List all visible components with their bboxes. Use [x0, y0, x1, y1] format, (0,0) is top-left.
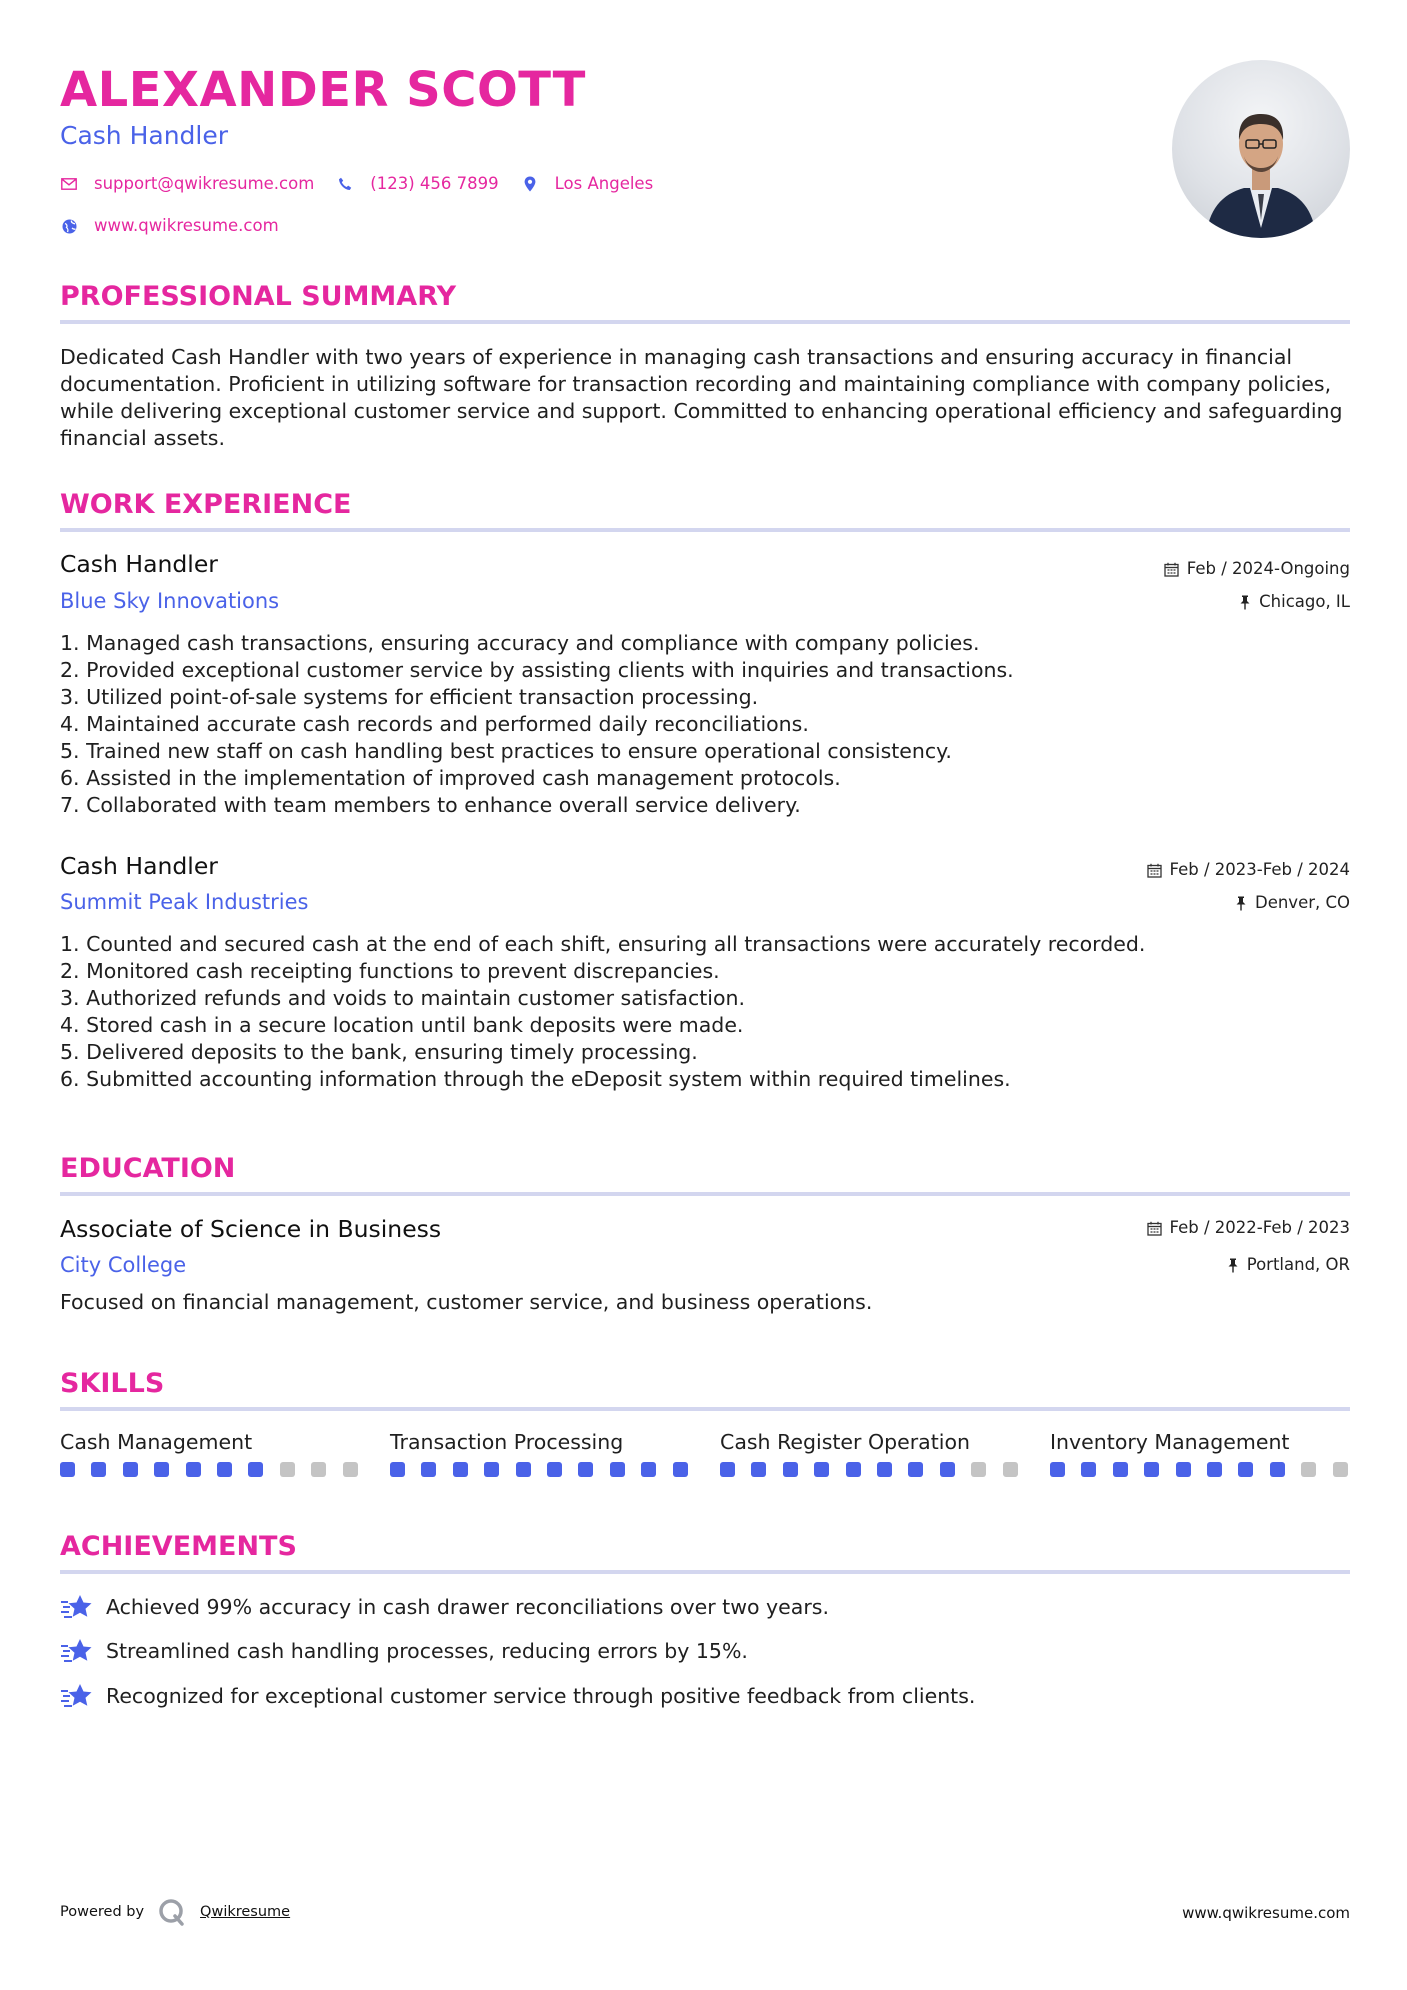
summary-heading: PROFESSIONAL SUMMARY — [60, 281, 457, 312]
skill-name: Inventory Management — [1050, 1430, 1290, 1454]
job-1-dates — [1164, 558, 1350, 580]
skill-dot-filled — [1144, 1462, 1159, 1477]
calendar-icon — [1147, 1221, 1162, 1236]
calendar-icon — [1164, 562, 1179, 577]
pushpin-icon — [1239, 595, 1251, 610]
contact-location — [521, 173, 654, 195]
job-2-company: Summit Peak Industries — [60, 890, 309, 914]
skills-divider — [60, 1407, 1350, 1411]
skill-rating — [720, 1462, 1034, 1477]
pushpin-icon — [1235, 896, 1247, 911]
list-item: 5. Delivered deposits to the bank, ensuring timely processing. — [60, 1040, 698, 1064]
skill-dot-filled — [1270, 1462, 1285, 1477]
job-1-bullets — [60, 630, 1014, 819]
skills-list — [60, 1429, 1350, 1489]
job-2-dates — [1147, 859, 1350, 881]
skill-dot-filled — [1050, 1462, 1065, 1477]
education-dates — [1147, 1217, 1350, 1239]
contact-website[interactable] — [60, 215, 279, 237]
job-title-headline: Cash Handler — [60, 121, 229, 150]
email-text: support@qwikresume.com — [94, 174, 315, 193]
skill-dot-filled — [1207, 1462, 1222, 1477]
footer-url[interactable]: www.qwikresume.com — [1182, 1904, 1350, 1922]
skill-dot-filled — [421, 1462, 436, 1477]
skill-dot-filled — [578, 1462, 593, 1477]
education-degree: Associate of Science in Business — [60, 1215, 442, 1243]
resume-page — [60, 0, 1350, 1990]
job-1-dates-text: Feb / 2024-Ongoing — [1186, 559, 1350, 578]
education-divider — [60, 1192, 1350, 1196]
list-item: 6. Submitted accounting information through the eDeposit system within required timelines. — [60, 1067, 1011, 1091]
skill-dot-filled — [60, 1462, 75, 1477]
list-item: 2. Provided exceptional customer service by assisting clients with inquiries and transactions. — [60, 658, 1014, 682]
job-1-company: Blue Sky Innovations — [60, 589, 280, 613]
education-dates-text: Feb / 2022-Feb / 2023 — [1169, 1218, 1350, 1237]
contact-row-primary — [60, 173, 675, 195]
contact-row-secondary — [60, 215, 301, 237]
education-school: City College — [60, 1253, 187, 1277]
job-1-location — [1239, 591, 1350, 613]
skill-dot-filled — [484, 1462, 499, 1477]
qwikresume-logo-icon — [158, 1898, 186, 1926]
education-description: Focused on financial management, customer service, and business operations. — [60, 1290, 873, 1314]
experience-divider — [60, 528, 1350, 532]
achievement-text: Achieved 99% accuracy in cash drawer reconciliations over two years. — [106, 1594, 829, 1619]
phone-text: (123) 456 7899 — [370, 174, 499, 193]
globe-icon — [60, 217, 78, 235]
skill-name: Cash Register Operation — [720, 1430, 971, 1454]
skill-dot-empty — [971, 1462, 986, 1477]
skill-dot-filled — [547, 1462, 562, 1477]
skill-dot-filled — [610, 1462, 625, 1477]
list-item: 7. Collaborated with team members to enhance overall service delivery. — [60, 793, 801, 817]
skill-dot-filled — [248, 1462, 263, 1477]
achievement-text: Recognized for exceptional customer service through positive feedback from clients. — [106, 1683, 976, 1708]
footer-powered-by — [60, 1898, 290, 1926]
skill-dot-empty — [1003, 1462, 1018, 1477]
list-item: 3. Authorized refunds and voids to maintain customer satisfaction. — [60, 986, 746, 1010]
skill-name: Transaction Processing — [390, 1430, 624, 1454]
skill-rating — [1050, 1462, 1364, 1477]
star-icon — [60, 1682, 94, 1710]
job-1-location-text: Chicago, IL — [1259, 592, 1350, 611]
skill-dot-empty — [280, 1462, 295, 1477]
star-icon — [60, 1637, 94, 1665]
job-2-location-text: Denver, CO — [1254, 893, 1350, 912]
skill-rating — [60, 1462, 374, 1477]
list-item: 5. Trained new staff on cash handling best practices to ensure operational consistency. — [60, 739, 952, 763]
list-item: 2. Monitored cash receipting functions to prevent discrepancies. — [60, 959, 720, 983]
skill-rating — [390, 1462, 704, 1477]
skill-dot-filled — [390, 1462, 405, 1477]
achievements-heading: ACHIEVEMENTS — [60, 1531, 297, 1562]
skill-dot-empty — [1333, 1462, 1348, 1477]
list-item: 4. Stored cash in a secure location until bank deposits were made. — [60, 1013, 744, 1037]
list-item: 6. Assisted in the implementation of improved cash management protocols. — [60, 766, 841, 790]
skill-dot-filled — [217, 1462, 232, 1477]
skill-dot-empty — [311, 1462, 326, 1477]
skill-dot-filled — [1113, 1462, 1128, 1477]
education-location — [1227, 1254, 1350, 1276]
skill-dot-filled — [516, 1462, 531, 1477]
skill-dot-filled — [751, 1462, 766, 1477]
experience-heading: WORK EXPERIENCE — [60, 489, 352, 520]
summary-text: Dedicated Cash Handler with two years of experience in managing cash transactions and ensuring accuracy in financial documentation. Proficient in utilizing software for transaction recording and maintaining compliance with company policies, while delivering exceptional customer service and support. Committed to enhancing operational efficiency and safeguarding financial assets. — [60, 345, 1343, 450]
map-pin-icon — [521, 175, 539, 193]
achievement-text: Streamlined cash handling processes, reducing errors by 15%. — [106, 1638, 748, 1663]
phone-icon — [336, 175, 354, 193]
contact-phone[interactable] — [336, 173, 498, 195]
powered-by-label: Powered by — [60, 1904, 145, 1920]
skill-dot-filled — [186, 1462, 201, 1477]
skills-heading: SKILLS — [60, 1368, 165, 1399]
envelope-icon — [60, 175, 78, 193]
pushpin-icon — [1227, 1258, 1239, 1273]
skill-dot-empty — [1301, 1462, 1316, 1477]
skill-dot-filled — [91, 1462, 106, 1477]
calendar-icon — [1147, 863, 1162, 878]
skill-dot-filled — [908, 1462, 923, 1477]
skill-dot-filled — [1176, 1462, 1191, 1477]
skill-dot-filled — [453, 1462, 468, 1477]
job-2-location — [1235, 892, 1350, 914]
profile-photo — [1172, 60, 1350, 238]
job-1-title: Cash Handler — [60, 550, 218, 578]
summary-divider — [60, 320, 1350, 324]
list-item: 3. Utilized point-of-sale systems for efficient transaction processing. — [60, 685, 759, 709]
list-item: 4. Maintained accurate cash records and performed daily reconciliations. — [60, 712, 809, 736]
skill-dot-filled — [1081, 1462, 1096, 1477]
skill-dot-filled — [673, 1462, 688, 1477]
job-2-bullets — [60, 931, 1145, 1093]
skill-dot-filled — [814, 1462, 829, 1477]
skill-name: Cash Management — [60, 1430, 253, 1454]
website-text: www.qwikresume.com — [94, 216, 279, 235]
job-2-dates-text: Feb / 2023-Feb / 2024 — [1169, 860, 1350, 879]
contact-email[interactable] — [60, 173, 314, 195]
achievements-divider — [60, 1570, 1350, 1574]
skill-dot-filled — [940, 1462, 955, 1477]
skill-dot-filled — [154, 1462, 169, 1477]
skill-dot-filled — [123, 1462, 138, 1477]
education-location-text: Portland, OR — [1246, 1255, 1350, 1274]
list-item: 1. Counted and secured cash at the end of each shift, ensuring all transactions were accurately recorded. — [60, 932, 1146, 956]
skill-dot-filled — [877, 1462, 892, 1477]
skill-dot-filled — [641, 1462, 656, 1477]
candidate-name: ALEXANDER SCOTT — [60, 62, 586, 118]
skill-dot-filled — [1238, 1462, 1253, 1477]
skill-dot-empty — [343, 1462, 358, 1477]
achievement-item — [60, 1593, 829, 1621]
skill-dot-filled — [846, 1462, 861, 1477]
skill-dot-filled — [720, 1462, 735, 1477]
qwikresume-link[interactable]: Qwikresume — [200, 1904, 291, 1920]
location-text: Los Angeles — [554, 174, 654, 193]
achievement-item — [60, 1637, 748, 1665]
achievement-item — [60, 1682, 975, 1710]
education-heading: EDUCATION — [60, 1153, 236, 1184]
job-2-title: Cash Handler — [60, 852, 218, 880]
person-portrait-icon — [1172, 60, 1350, 238]
skill-dot-filled — [783, 1462, 798, 1477]
star-icon — [60, 1593, 94, 1621]
list-item: 1. Managed cash transactions, ensuring accuracy and compliance with company policies. — [60, 631, 980, 655]
